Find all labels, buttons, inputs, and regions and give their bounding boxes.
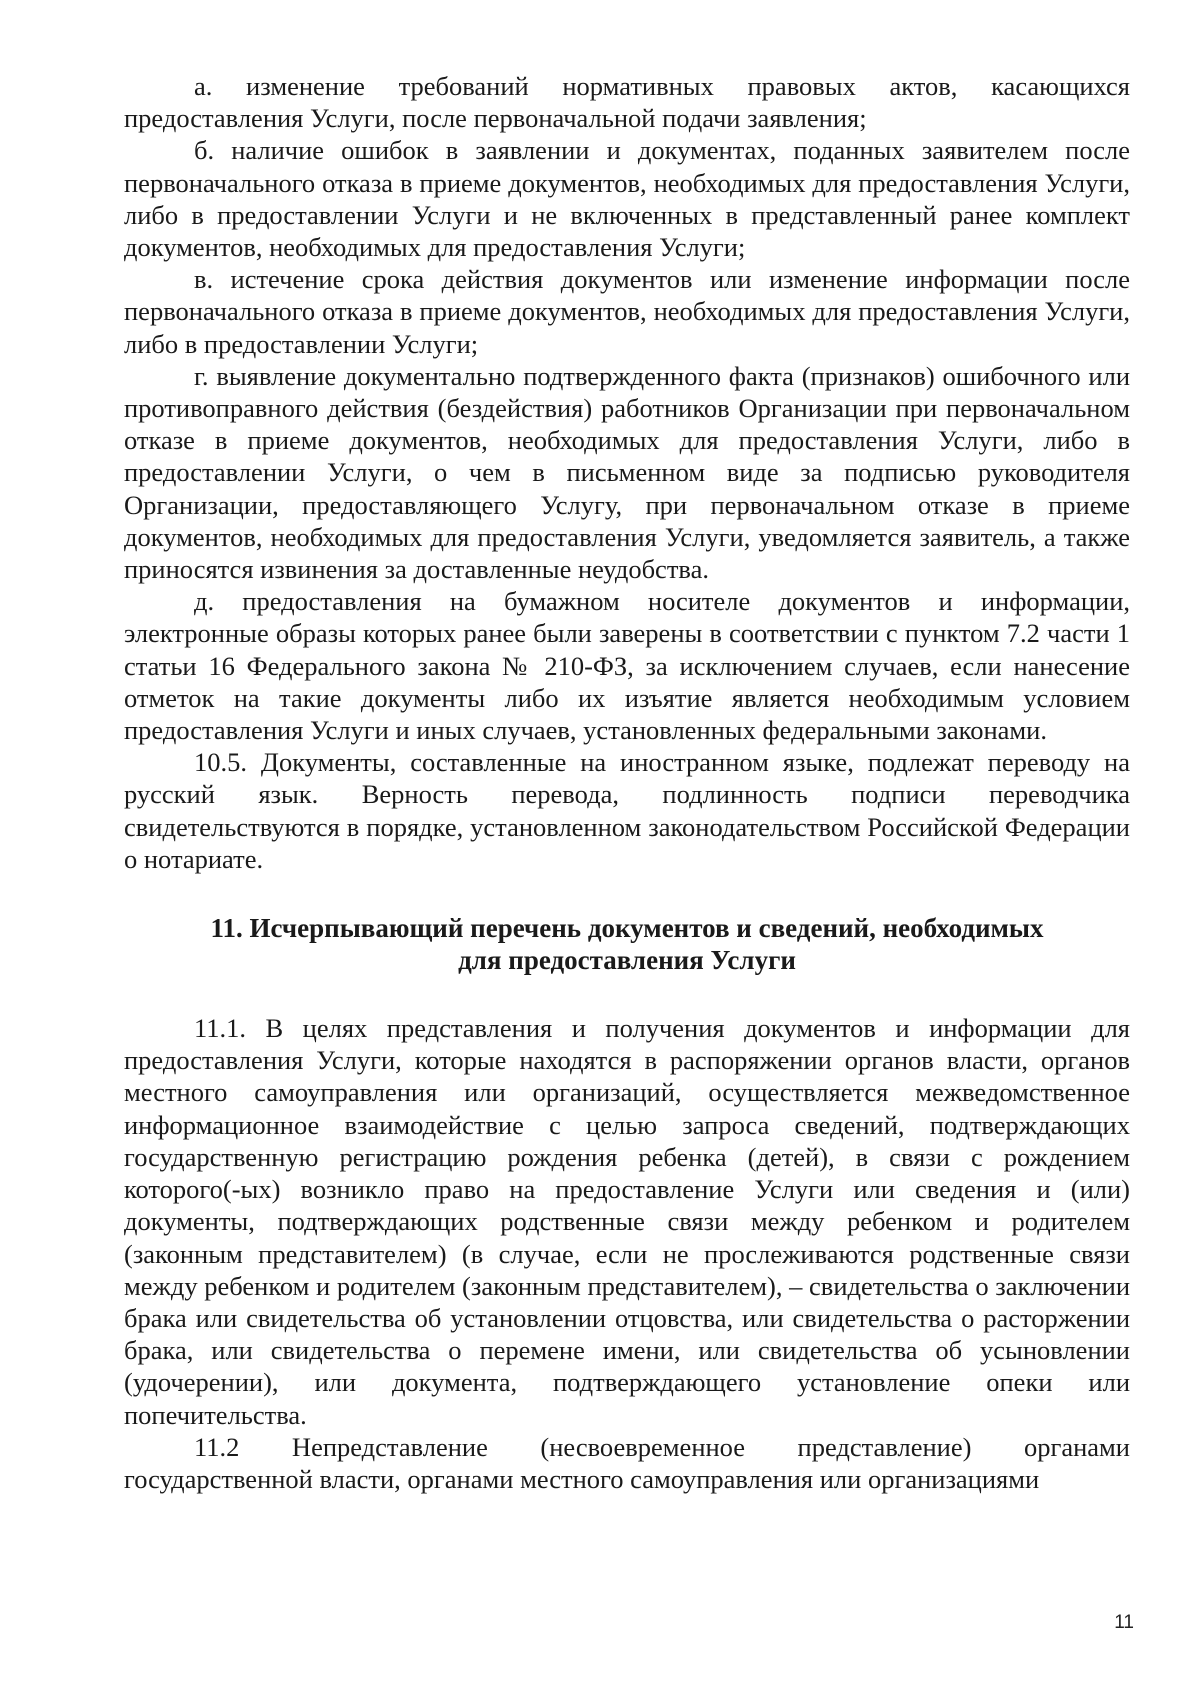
paragraph-item-b: б. наличие ошибок в заявлении и документах, поданных заявителем после первоначального отказа в приеме документов, необходимых для предоставления Услуги, либо в предоставлении Услуги и не включенных в представленный ранее комплект документов, необходимых для предоставления Услуги;: [124, 135, 1130, 263]
paragraph-item-g: г. выявление документально подтвержденного факта (признаков) ошибочного или противоправного действия (бездействия) работников Организации при первоначальном отказе в приеме документов, необходимых для предоставления Услуги, либо в предоставлении Услуги, о чем в письменном виде за подписью руководителя Организации, предоставляющего Услугу, при первоначальном отказе в приеме документов, необходимых для предоставления Услуги, уведомляется заявитель, а также приносятся извинения за доставленные неудобства.: [124, 360, 1130, 585]
paragraph-item-d: д. предоставления на бумажном носителе документов и информации, электронные образы которых ранее были заверены в соответствии с пунктом 7.2 части 1 статьи 16 Федерального закона № 210-ФЗ, за исключением случаев, если нанесение отметок на такие документы либо их изъятие является необходимым условием предоставления Услуги и иных случаев, установленных федеральными законами.: [124, 586, 1130, 746]
paragraph-10-5: 10.5. Документы, составленные на иностранном языке, подлежат переводу на русский язык. Верность перевода, подлинность подписи переводчика свидетельствуются в порядке, установленном законодательством Российской Федерации о нотариате.: [124, 747, 1130, 874]
paragraph-item-v: в. истечение срока действия документов или изменение информации после первоначального отказа в приеме документов, необходимых для предоставления Услуги, либо в предоставлении Услуги;: [124, 264, 1130, 359]
section-heading-line-2: для предоставления Услуги: [458, 945, 796, 976]
paragraph-item-a: а. изменение требований нормативных правовых актов, касающихся предоставления Услуги, после первоначальной подачи заявления;: [124, 71, 1130, 134]
document-page: [124, 70, 1130, 1495]
section-heading: [124, 912, 1130, 976]
paragraph-11-1: 11.1. В целях представления и получения документов и информации для предоставления Услуги, которые находятся в распоряжении органов власти, органов местного самоуправления или организаций, осуществляется межведомственное информационное взаимодействие с целью запроса сведений, подтверждающих государственную регистрацию рождения ребенка (детей), в связи с рождением которого(-ых) возникло право на предоставление Услуги или сведения и (или) документы, подтверждающих родственные связи между ребенком и родителем (законным представителем) (в случае, если не прослеживаются родственные связи между ребенком и родителем (законным представителем), – свидетельства о заключении брака или свидетельства об установлении отцовства, или свидетельства о расторжении брака, или свидетельства о перемене имени, или свидетельства об усыновлении (удочерении), или документа, подтверждающего установление опеки или попечительства.: [124, 1013, 1130, 1430]
paragraph-11-2: 11.2 Непредставление (несвоевременное представление) органами государственной власти, органами местного самоуправления или организациями: [124, 1431, 1130, 1494]
section-heading-line-1: 11. Исчерпывающий перечень документов и сведений, необходимых: [210, 913, 1044, 944]
page-number: 11: [1114, 1612, 1134, 1633]
